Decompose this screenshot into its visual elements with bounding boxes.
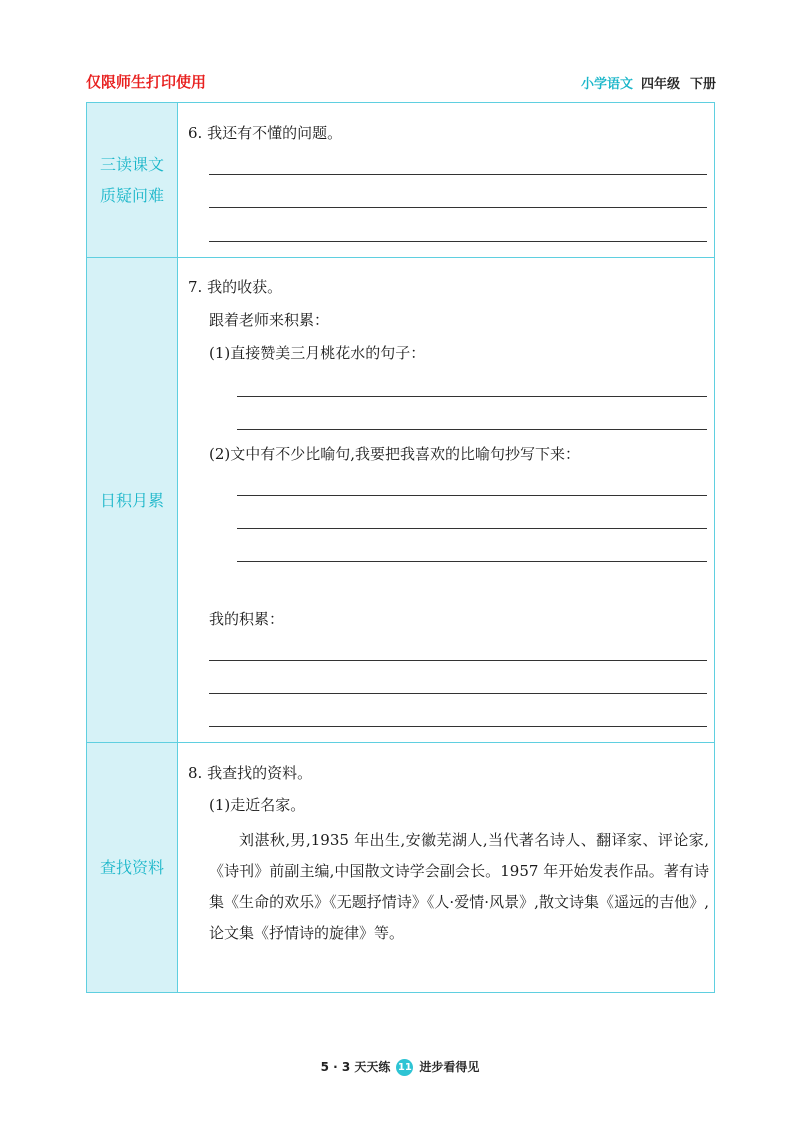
page-number: 11: [396, 1059, 413, 1076]
section-accumulation: [87, 258, 714, 743]
answer-line[interactable]: [237, 561, 707, 562]
answer-line[interactable]: [209, 660, 707, 661]
label-line2: 质疑问难: [99, 186, 164, 205]
answer-line[interactable]: [237, 429, 707, 430]
volume-label: 下册: [689, 77, 716, 92]
print-notice: 仅限师生打印使用: [86, 73, 207, 91]
footer-slogan: 进步看得见: [419, 1060, 480, 1074]
section-research: [87, 743, 714, 992]
question-6: 6. 我还有不懂的问题。: [188, 124, 343, 142]
section-label-research: [87, 743, 178, 992]
answer-line[interactable]: [209, 693, 707, 694]
section-content-questions: [178, 103, 714, 257]
question-7: 7. 我的收获。: [188, 278, 283, 296]
page-footer: [0, 1058, 800, 1076]
section-questions: [87, 103, 714, 258]
answer-line[interactable]: [209, 241, 707, 242]
sub-question-1: (1)直接赞美三月桃花水的句子：: [209, 344, 426, 362]
book-info: [581, 73, 716, 92]
question-8: 8. 我查找的资料。: [188, 764, 313, 782]
author-bio: 刘湛秋,男,1935 年出生,安徽芜湖人,当代著名诗人、翻译家、评论家,《诗刊》前副主编,中国散文诗学会副会长。1957 年开始发表作品。著有诗集《生命的欢乐》《无题抒情诗》《人·爱情·风景》,散文诗集《遥远的吉他》,论文集《抒情诗的旋律》等。: [209, 831, 709, 942]
section-content-accumulation: [178, 258, 714, 742]
sub-question-2: (2)文中有不少比喻句,我要把我喜欢的比喻句抄写下来：: [209, 445, 581, 463]
section-content-research: [178, 743, 714, 992]
label-line1: 三读课文: [99, 155, 164, 174]
accumulation-intro: 跟着老师来积累：: [209, 311, 330, 329]
subject-label: 小学语文: [580, 77, 633, 92]
grade-label: 四年级: [640, 77, 680, 92]
section-label-questions: [87, 103, 178, 257]
answer-line[interactable]: [209, 174, 707, 175]
worksheet-table: [86, 102, 715, 993]
label-text: 日积月累: [99, 490, 164, 510]
my-accumulation-label: 我的积累：: [209, 610, 285, 628]
footer-brand: 5 · 3 天天练: [320, 1060, 391, 1074]
answer-line[interactable]: [209, 207, 707, 208]
sub-question-1: (1)走近名家。: [209, 796, 306, 814]
answer-line[interactable]: [237, 528, 707, 529]
label-text: 查找资料: [99, 858, 164, 877]
answer-line[interactable]: [209, 726, 707, 727]
answer-line[interactable]: [237, 495, 707, 496]
answer-line[interactable]: [237, 396, 707, 397]
section-label-accumulation: [87, 258, 178, 742]
